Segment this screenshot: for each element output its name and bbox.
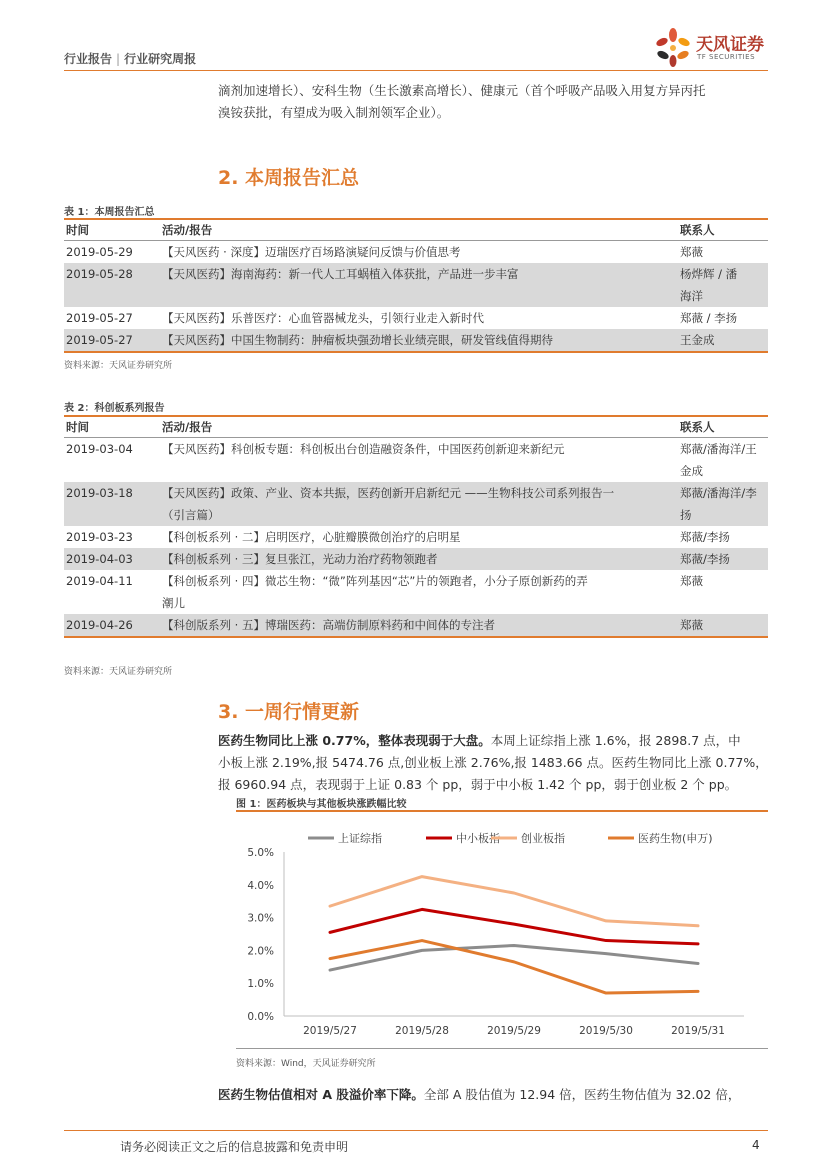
contact-name: 郑薇/潘海洋/李 bbox=[680, 486, 757, 500]
cell-report bbox=[156, 526, 676, 548]
table-row bbox=[64, 307, 768, 329]
section-2-title: 2. 本周报告汇总 bbox=[218, 167, 360, 189]
cell-report bbox=[156, 329, 676, 351]
contact-name: 郑薇/潘海洋/王 bbox=[680, 442, 757, 456]
cell-contact bbox=[676, 614, 768, 636]
contact-name: 杨烨辉 / 潘 bbox=[680, 267, 738, 281]
intro-line-2: 溴铵获批，有望成为吸入制剂领军企业）。 bbox=[218, 105, 450, 120]
report-title: 【天风医药】中国生物制药：肿瘤板块强劲增长业绩亮眼，研发管线值得期待 bbox=[162, 333, 553, 347]
report-title: 【天风医药】政策、产业、资本共振，医药创新开启新纪元 ——生物科技公司系列报告一 bbox=[162, 486, 615, 500]
cell-report bbox=[156, 263, 676, 307]
cell-report bbox=[156, 307, 676, 329]
cell-report bbox=[156, 570, 676, 614]
company-logo bbox=[652, 26, 772, 70]
table-row bbox=[64, 263, 768, 307]
cell-contact bbox=[676, 307, 768, 329]
line-chart bbox=[236, 812, 768, 1046]
contact-name: 郑薇 bbox=[680, 618, 703, 632]
legend-label: 中小板指 bbox=[456, 832, 500, 845]
table-row bbox=[64, 570, 768, 614]
x-tick-label: 2019/5/28 bbox=[395, 1025, 449, 1037]
report-title: 【天风医药】海南海药：新一代人工耳蜗植入体获批，产品进一步丰富 bbox=[162, 267, 519, 281]
category-separator: | bbox=[116, 52, 121, 66]
x-tick-label: 2019/5/27 bbox=[303, 1025, 357, 1037]
cell-contact bbox=[676, 329, 768, 351]
table-row bbox=[64, 241, 768, 263]
table-1-caption: 表 1：本周报告汇总 bbox=[64, 207, 155, 218]
header-report: 活动/报告 bbox=[162, 420, 213, 434]
table-1-source: 资料来源：天风证券研究所 bbox=[64, 361, 173, 371]
contact-name: 郑薇 / 李扬 bbox=[680, 311, 738, 325]
table-row bbox=[64, 329, 768, 351]
report-category bbox=[64, 50, 196, 67]
contact-name: 郑薇 bbox=[680, 245, 703, 259]
table-1-body bbox=[64, 241, 768, 351]
y-tick-label: 1.0% bbox=[247, 978, 274, 991]
cell-date: 2019-03-04 bbox=[66, 442, 133, 456]
valuation-text: 全部 A 股估值为 12.94 倍，医药生物估值为 32.02 倍， bbox=[423, 1087, 741, 1102]
y-tick-label: 5.0% bbox=[247, 847, 274, 859]
contact-name-cont: 海洋 bbox=[680, 289, 703, 303]
cell-contact bbox=[676, 241, 768, 263]
page-number: 4 bbox=[752, 1138, 760, 1152]
header-contact: 联系人 bbox=[680, 420, 715, 434]
series-line bbox=[330, 909, 698, 943]
cell-report bbox=[156, 438, 676, 482]
intro-paragraph bbox=[218, 80, 768, 124]
cell-contact bbox=[676, 438, 768, 482]
table-row bbox=[64, 482, 768, 526]
market-bold-summary: 医药生物同比上涨 0.77%，整体表现弱于大盘。 bbox=[218, 733, 491, 748]
intro-line-1: 滴剂加速增长）、安科生物（生长激素高增长）、健康元（首个呼吸产品吸入用复方异丙托 bbox=[218, 83, 706, 98]
y-tick-label: 3.0% bbox=[247, 912, 274, 925]
figure-1-source: 资料来源：Wind，天风证券研究所 bbox=[236, 1059, 376, 1069]
report-title: 【天风医药】科创板专题：科创板出台创造融资条件，中国医药创新迎来新纪元 bbox=[162, 442, 565, 456]
table-1-bottom-rule bbox=[64, 351, 768, 353]
legend-label: 医药生物(申万) bbox=[638, 832, 713, 845]
contact-name-cont: 扬 bbox=[680, 508, 692, 522]
cell-report bbox=[156, 614, 676, 636]
figure-1-caption: 图 1：医药板块与其他板块涨跌幅比较 bbox=[236, 799, 407, 810]
x-tick-label: 2019/5/29 bbox=[487, 1025, 541, 1037]
table-2-bottom-rule bbox=[64, 636, 768, 638]
cell-date: 2019-03-18 bbox=[66, 486, 133, 500]
cell-date: 2019-05-28 bbox=[66, 267, 133, 281]
legend-label: 创业板指 bbox=[521, 832, 565, 845]
header-divider bbox=[64, 70, 768, 71]
y-tick-label: 2.0% bbox=[247, 945, 274, 958]
cell-report bbox=[156, 482, 676, 526]
header-date: 时间 bbox=[66, 420, 89, 434]
table-2-body bbox=[64, 438, 768, 636]
cell-report bbox=[156, 241, 676, 263]
cell-contact bbox=[676, 482, 768, 526]
report-title: 【科创版系列 · 五】博瑞医药：高端仿制原料药和中间体的专注者 bbox=[162, 618, 495, 632]
figure-bottom-rule bbox=[236, 1048, 768, 1049]
x-tick-label: 2019/5/31 bbox=[671, 1025, 725, 1037]
header-contact: 联系人 bbox=[680, 223, 715, 237]
table-2-header bbox=[64, 417, 768, 438]
cell-date: 2019-04-11 bbox=[66, 574, 133, 588]
series-line bbox=[330, 941, 698, 993]
table-row bbox=[64, 614, 768, 636]
y-tick-label: 0.0% bbox=[247, 1011, 274, 1023]
cell-date: 2019-05-27 bbox=[66, 333, 133, 347]
table-1 bbox=[64, 218, 768, 353]
x-tick-label: 2019/5/30 bbox=[579, 1025, 633, 1037]
market-paragraph bbox=[218, 730, 768, 796]
table-row bbox=[64, 438, 768, 482]
valuation-bold: 医药生物估值相对 A 股溢价率下降。 bbox=[218, 1087, 424, 1102]
market-text-1: 本周上证综指上涨 1.6%，报 2898.7 点，中 bbox=[490, 733, 741, 748]
logo-flower-icon bbox=[652, 26, 694, 68]
report-title: 【天风医药 · 深度】迈瑞医疗百场路演疑问反馈与价值思考 bbox=[162, 245, 461, 259]
cell-contact bbox=[676, 570, 768, 614]
table-2-caption: 表 2：科创板系列报告 bbox=[64, 403, 165, 414]
cell-date: 2019-03-23 bbox=[66, 530, 133, 544]
logo-name: 天风证券 bbox=[696, 35, 764, 55]
footer-divider bbox=[64, 1130, 768, 1131]
legend-label: 上证综指 bbox=[338, 832, 382, 845]
header-date: 时间 bbox=[66, 223, 89, 237]
cell-contact bbox=[676, 526, 768, 548]
report-title: 【科创板系列 · 三】复旦张江，光动力治疗药物领跑者 bbox=[162, 552, 438, 566]
logo-subtitle: TF SECURITIES bbox=[697, 53, 756, 61]
cell-contact bbox=[676, 263, 768, 307]
valuation-paragraph bbox=[218, 1084, 768, 1106]
report-title: 【科创板系列 · 二】启明医疗，心脏瓣膜微创治疗的启明星 bbox=[162, 530, 461, 544]
section-3-title: 3. 一周行情更新 bbox=[218, 701, 360, 723]
table-row bbox=[64, 526, 768, 548]
contact-name: 郑薇/李扬 bbox=[680, 530, 730, 544]
table-2-source: 资料来源：天风证券研究所 bbox=[64, 667, 173, 677]
contact-name-cont: 金成 bbox=[680, 464, 703, 478]
category-label: 行业报告 bbox=[64, 52, 113, 66]
cell-date: 2019-04-26 bbox=[66, 618, 133, 632]
market-line-2: 小板上涨 2.19%,报 5474.76 点,创业板上涨 2.76%,报 1483.66 点。医药生物同比上涨 0.77%， bbox=[218, 755, 768, 770]
contact-name: 王金成 bbox=[680, 333, 715, 347]
report-title: 【科创板系列 · 四】微芯生物：“微”阵列基因“芯”片的领跑者，小分子原创新药的弄 bbox=[162, 574, 588, 588]
header-report: 活动/报告 bbox=[162, 223, 213, 237]
table-1-header bbox=[64, 220, 768, 241]
cell-date: 2019-05-27 bbox=[66, 311, 133, 325]
table-2 bbox=[64, 415, 768, 638]
report-title-cont: 潮儿 bbox=[162, 596, 185, 610]
cell-report bbox=[156, 548, 676, 570]
table-row bbox=[64, 548, 768, 570]
cell-date: 2019-04-03 bbox=[66, 552, 133, 566]
cell-contact bbox=[676, 548, 768, 570]
contact-name: 郑薇/李扬 bbox=[680, 552, 730, 566]
footer-disclaimer: 请务必阅读正文之后的信息披露和免责申明 bbox=[120, 1140, 349, 1154]
cell-date: 2019-05-29 bbox=[66, 245, 133, 259]
market-line-3: 报 6960.94 点，表现弱于上证 0.83 个 pp，弱于中小板 1.42 个 pp，弱于创业板 2 个 pp。 bbox=[218, 777, 738, 792]
report-title-cont: （引言篇） bbox=[162, 508, 220, 522]
subcategory-label: 行业研究周报 bbox=[124, 52, 197, 66]
report-title: 【天风医药】乐普医疗：心血管器械龙头，引领行业走入新时代 bbox=[162, 311, 484, 325]
y-tick-label: 4.0% bbox=[247, 879, 274, 892]
contact-name: 郑薇 bbox=[680, 574, 703, 588]
